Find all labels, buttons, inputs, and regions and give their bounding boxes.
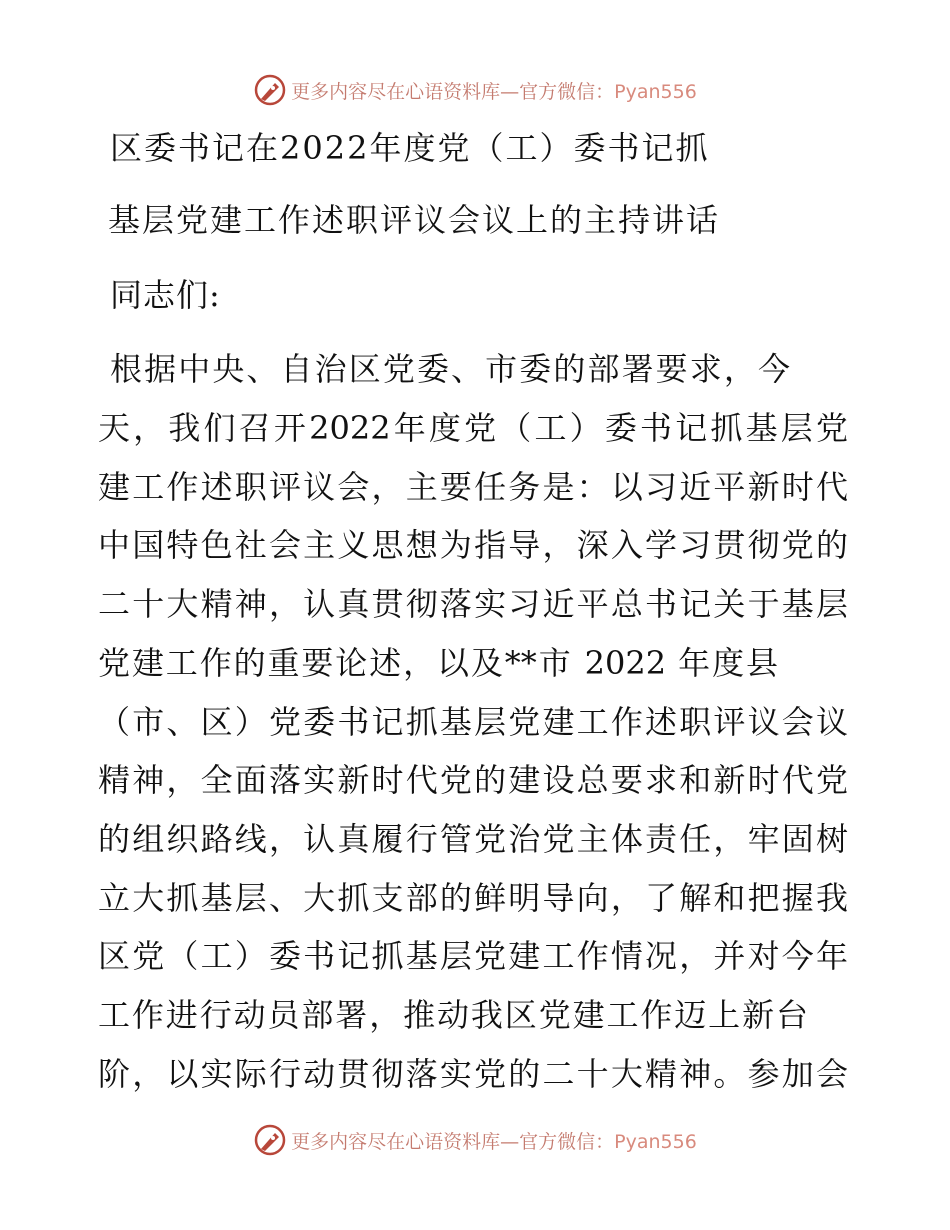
pen-nib-logo-icon [253,73,287,107]
paragraph-line: 工作进行动员部署，推动我区党建工作迈上新台 [98,996,808,1034]
watermark-banner-top [0,70,950,110]
paragraph-line: 的组织路线，认真履行管党治党主体责任，牢固树 [98,820,848,858]
paragraph-line: （市、区）党委书记抓基层党建工作述职评议会议 [98,703,848,741]
paragraph-line: 区党（工）委书记抓基层党建工作情况，并对今年 [98,937,848,975]
watermark-account: Pyan556 [614,80,697,103]
paragraph-line: 阶，以实际行动贯彻落实党的二十大精神。参加会 [98,1055,848,1093]
paragraph-line: 根据中央、自治区党委、市委的部署要求，今 [110,350,790,388]
salutation: 同志们: [110,276,221,314]
document-title-line-1: 区委书记在2022年度党（工）委书记抓 [110,129,710,167]
watermark-text: 更多内容尽在心语资料库—官方微信：Pyan556 [291,1130,697,1153]
paragraph-line: 精神，全面落实新时代党的建设总要求和新时代党 [98,761,848,799]
paragraph-line: 立大抓基层、大抓支部的鲜明导向，了解和把握我 [98,879,848,917]
document-title-line-2: 基层党建工作述职评议会议上的主持讲话 [108,201,721,239]
watermark-account: Pyan556 [614,1130,697,1153]
paragraph-line: 党建工作的重要论述，以及**市 2022 年度县 [98,644,778,682]
paragraph-line: 二十大精神，认真贯彻落实习近平总书记关于基层 [98,585,848,623]
pen-nib-logo-icon [253,1123,287,1157]
paragraph-line: 中国特色社会主义思想为指导，深入学习贯彻党的 [98,526,848,564]
watermark-banner-bottom [0,1120,950,1160]
paragraph-line: 建工作述职评议会，主要任务是：以习近平新时代 [98,468,848,506]
paragraph-line: 天，我们召开2022年度党（工）委书记抓基层党 [98,409,848,447]
watermark-text: 更多内容尽在心语资料库—官方微信：Pyan556 [291,80,697,103]
